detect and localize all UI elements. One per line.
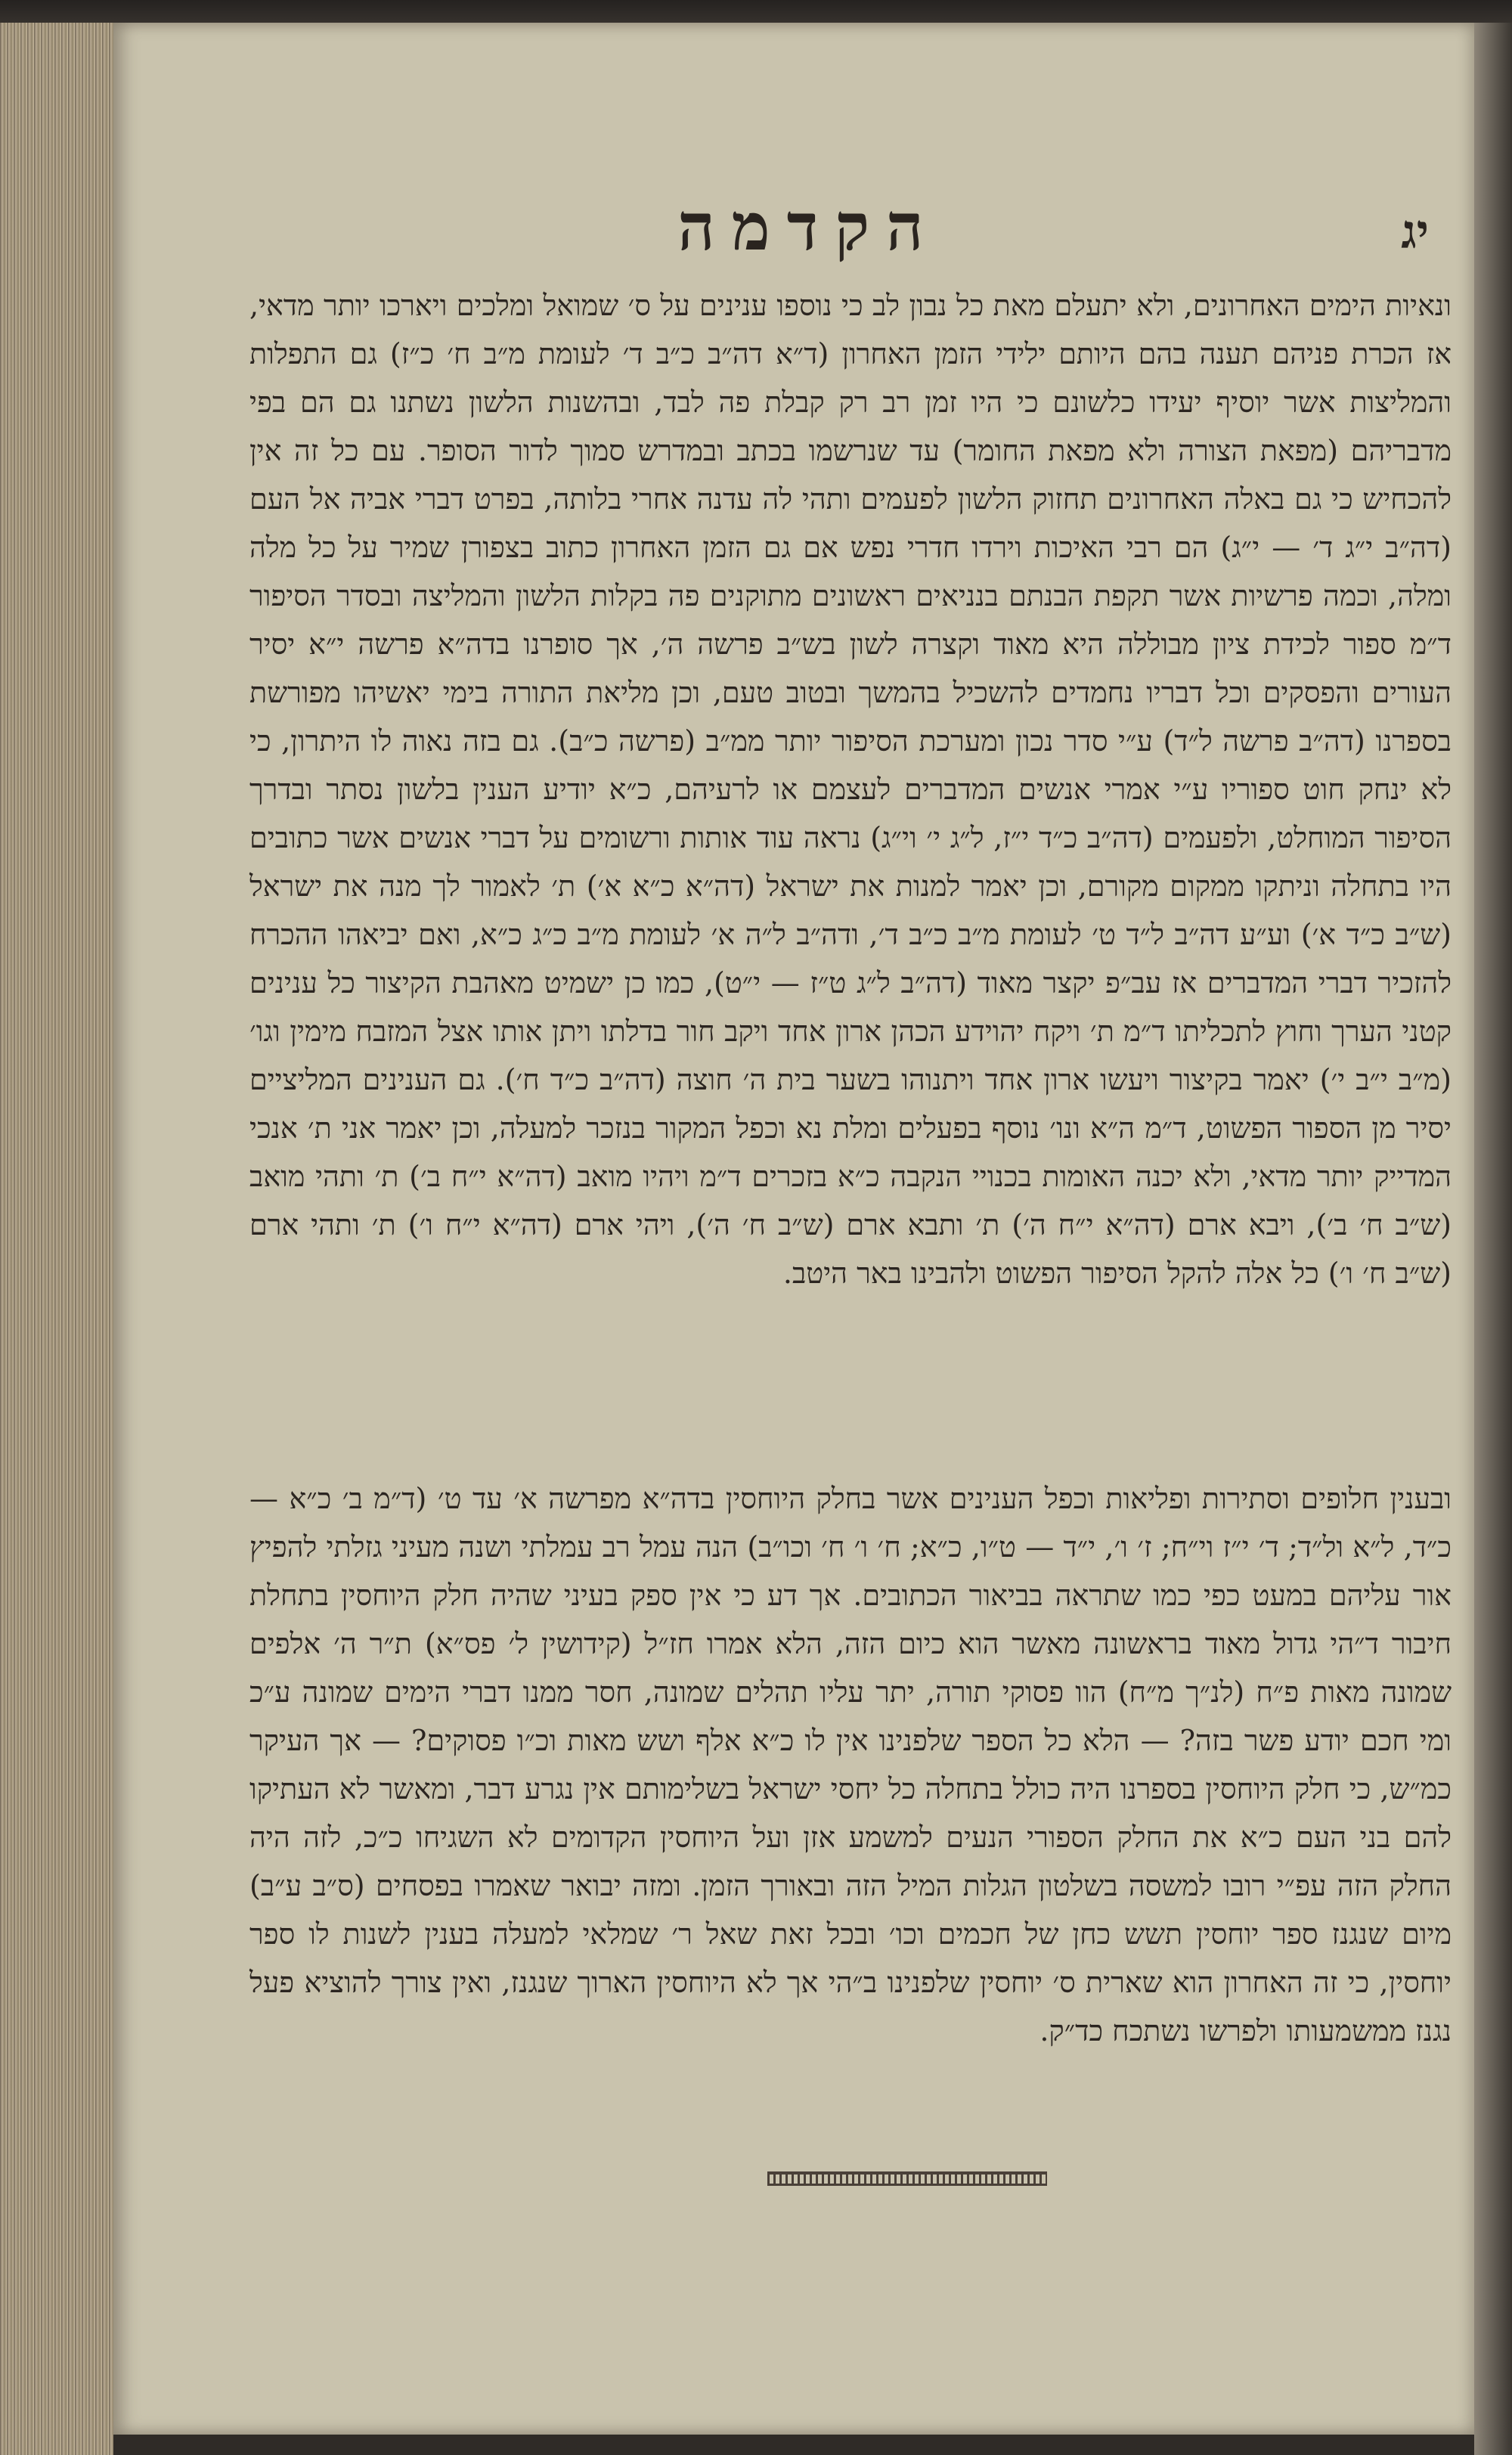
book-page-edges (0, 23, 113, 2455)
decorative-end-rule (767, 2171, 1047, 2186)
book-right-edge (1474, 23, 1512, 2455)
paragraph-text: ובענין חלופים וסתירות ופליאות וכפל הענינים אשר בחלק היוחסין בדה״א מפרשה א׳ עד ט׳ (ד״מ ב׳ כ״א — כ״ד, ל״א ול״ד; ד׳ י״ז וי״ח; ז׳ ו׳, י״ד — ט״ו, כ״א; ח׳ ו׳ ח׳ וכו״ב) הנה עמל רב עמלתי ושנה מעיני גזלתי להפיץ אור עליהם במעט כפי כמו שתראה בביאור הכתובים. אך דע כי אין ספק בעיני שהיה חלק היוחסין בתחלת חיבור ד״הי גדול מאוד בראשונה מאשר הוא כיום הזה, הלא אמרו חז״ל (קידושין ל׳ פס״א) ת״ר ה׳ אלפים שמונה מאות פ״ח (לנ״ך מ״ח) הוו פסוקי תורה, יתר עליו תהלים שמונה, חסר ממנו דברי הימים שמונה ע״כ ומי חכם יודע פשר בזה? — הלא כל הספר שלפנינו אין לו כ״א אלף ושש מאות וכ״ו פסוקים? — אך העיקר כמ״ש, כי חלק היוחסין בספרנו היה כולל בתחלה כל יחסי ישראל בשלימותם אין נגרע דבר, ומאשר לא העתיקו להם בני העם כ״א את החלק הספורי הנעים למשמע אזן ועל היוחסין הקדומים לא השגיחו כ״כ, לזה היה החלק הזה עפ״י רובו למשסה בשלטון הגלות המיל הזה ובאורך הזמן. ומזה יבואר שאמרו בפסחים (ס״ב ע״ב) מיום שנגנז ספר יוחסין תשש כחן של חכמים וכו׳ ובכל זאת שאל ר׳ שמלאי למעלה בענין לשנות לו ספר יוחסין, כי זה האחרון הוא שארית ס׳ יוחסין שלפנינו ב״הי אך לא היוחסין הארוך שנגנז, ואין צורך להוציא פעל נגנז ממשמעותו ולפרשו נשתכח כד״ק. (249, 1482, 1452, 2047)
paragraph-text: ונאיות הימים האחרונים, ולא יתעלם מאת כל נבון לב כי נוספו ענינים על ס׳ שמואל ומלכים ויארכו יותר מדאי, אז הכרת פניהם תענה בהם היותם ילידי הזמן האחרון (ד״א דה״ב כ״ב ד׳ לעומת מ״ב ח׳ כ״ז) גם התפלות והמליצות אשר יוסיף יעידו כלשונם כי היו זמן רב רק קבלת פה לבד, ובהשנות הלשון נשתנו גם הם בפי מדבריהם (מפאת הצורה ולא מפאת החומר) עד שנרשמו בכתב ובמדרש סמוך לדור הסופר. עם כל זה אין להכחיש כי גם באלה האחרונים תחזוק הלשון לפעמים ותהי לה עדנה אחרי בלותה, בפרט דברי אביה אל העם (דה״ב י״ג ד׳ — י״ג) הם רבי האיכות וירדו חדרי נפש אם גם הזמן האחרון כתוב בצפורן שמיר על כל מלה ומלה, וכמה פרשיות אשר תקפת הבנתם בנניאים ראשונים מתוקנים פה בקלות הלשון והמליצה ובסדר הסיפור ד״מ ספור לכידת ציון מבוללה היא מאוד וקצרה לשון בש״ב פרשה ה׳, אך סופרנו בדה״א פרשה י״א יסיר העורים והפסקים וכל דבריו נחמדים להשכיל בהמשך ובטוב טעם, וכן מליאת התורה בימי יאשיהו מפורשת בספרנו (דה״ב פרשה ל״ד) ע״י סדר נכון ומערכת הסיפור יותר ממ״ב (פרשה כ״ב). גם בזה נאוה לו היתרון, כי לא ינחק חוט ספוריו ע״י אמרי אנשים המדברים לעצמם או לרעיהם, כ״א יודיע הענין בלשון נסתר ובדרך הסיפור המוחלט, ולפעמים (דה״ב כ״ד י״ז, ל״ג י׳ וי״ג) נראה עוד אותות ורשומים על דברי אנשים אשר כתובים היו בתחלה וניתקו ממקום מקורם, וכן יאמר למנות את ישראל (דה״א כ״א א׳) ת׳ לאמור לך מנה את ישראל (ש״ב כ״ד א׳) וע״ע דה״ב ל״ד ט׳ לעומת מ״ב כ״ב ד׳, ודה״ב ל״ה א׳ לעומת מ״ב כ״ג כ״א, ואם יביאהו ההכרח להזכיר דברי המדברים אז עב״פ יקצר מאוד (דה״ב ל״ג ט״ז — י״ט), כמו כן ישמיט מאהבת הקיצור כל ענינים קטני הערך וחוץ לתכליתו ד״מ ת׳ ויקח יהוידע הכהן ארון אחד ויקב חור בדלתו ויתן אותו אצל המזבח מימין וגו׳ (מ״ב י״ב י׳) יאמר בקיצור ויעשו ארון אחד ויתנוהו בשער בית ה׳ חוצה (דה״ב כ״ד ח׳). גם הענינים המליציים יסיר מן הספור הפשוט, ד״מ ה״א ונו׳ נוסף בפעלים ומלת נא וכפל המקור בנזכר למעלה, וכן יאמר אני ת׳ אנכי המדייק יותר מדאי, ולא יכנה האומות בכנויי הנקבה כ״א בזכרים ד״מ ויהיו מואב (דה״א י״ח ב׳) ת׳ ותהי מואב (ש״ב ח׳ ב׳), ויבא ארם (דה״א י״ח ה׳) ת׳ ותבא ארם (ש״ב ח׳ ה׳), ויהי ארם (דה״א י״ח ו׳) ת׳ ותהי ארם (ש״ב ח׳ ו׳) כל אלה להקל הסיפור הפשוט ולהבינו באר היטב. (249, 289, 1452, 1290)
running-head (189, 181, 1429, 287)
body-paragraph-1 (249, 281, 1452, 1297)
page-number: יג (1401, 204, 1429, 259)
body-paragraph-2 (249, 1474, 1452, 2055)
chapter-title: הקדמה (677, 189, 940, 265)
